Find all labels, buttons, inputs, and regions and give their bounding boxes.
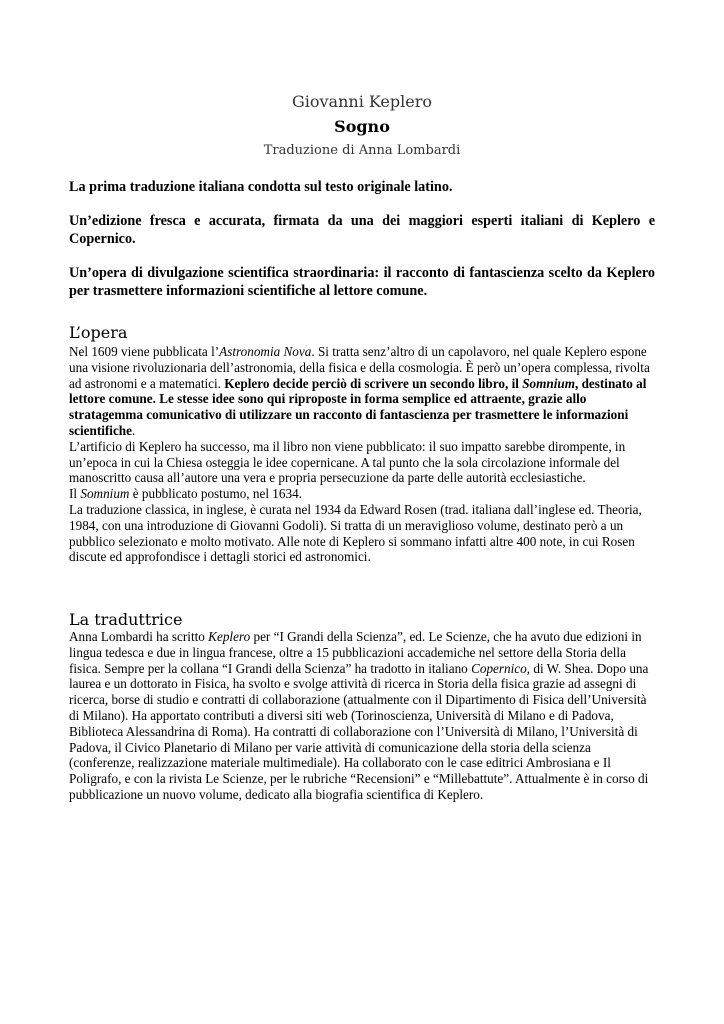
text-run: per “I Grandi della Scienza”, ed. Le Scienze, che ha avuto due edizioni in lingua tedesca e due in lingua francese, oltre a 15 pubblicazioni accademiche nel settore della Storia della fisica. Sempre per la collana “I Grandi della Scienza” ha tradotto in italiano [69,629,642,676]
book-title: Sogno [334,117,390,136]
paragraph: L’artificio di Keplero ha successo, ma il libro non viene pubblicato: il suo impatto sarebbe dirompente, in un’epoca in cui la Chiesa osteggia le idee copernicane. A tal punto che la sola circolazione informale del manoscritto causa all’autore una vera e propria persecuzione da parte delle autorità ecclesiastiche. [69,438,626,486]
document-header [0,90,724,162]
italic-title: Keplero [208,629,251,644]
highlights-block [69,178,655,316]
highlight-item: Un’opera di divulgazione scientifica straordinaria: il racconto di fantascienza scelto da Keplero per trasmettere informazioni scientifiche al lettore comune. [69,265,655,299]
text-run: Il [69,486,81,502]
bold-run: , destinato al lettore comune. Le stesse idee sono qui riproposte in forma semplice ed attraente, grazie allo stratagemma comunicativo di utilizzare un racconto di fantascienza per trasmettere le informazioni scientifiche [69,375,647,438]
highlight-item: Un’edizione fresca e accurata, firmata da una dei maggiori esperti italiani di Keplero e Copernico. [69,213,655,247]
highlight-item: La prima traduzione italiana condotta sul testo originale latino. [69,179,453,195]
italic-title: Astronomia Nova [219,344,312,359]
text-run: Anna Lombardi ha scritto [69,629,209,644]
bold-italic-title: Somnium [522,375,575,391]
section-body-traduttrice [69,629,659,803]
text-run: è pubblicato postumo, nel 1634. [129,486,302,502]
bold-run: Keplero decide perciò di scrivere un secondo libro, il [224,375,523,391]
text-run: . Si tratta senz’altro di un capolavoro, nel quale Keplero espone una visione rivoluzionaria dell’astronomia, della fisica e della cosmologia. È però un’opera complessa, rivolta ad astronomi e a matematici. [69,344,650,391]
author-name: Giovanni Keplero [291,92,433,111]
paragraph [69,344,659,439]
section-body-opera [69,344,659,565]
section-heading-opera: L’opera [69,323,128,342]
section-heading-traduttrice: La traduttrice [69,610,183,629]
text-run: Nel 1609 viene pubblicata l’ [69,344,220,359]
paragraph [69,486,659,502]
paragraph: La traduzione classica, in inglese, è curata nel 1934 da Edward Rosen (trad. italiana dall’inglese ed. Theoria, 1984, con una introduzione di Giovanni Godoli). Si tratta di un meraviglioso volume, destinato però a un pubblico selezionato e molto motivato. Alle note di Keplero si sommano infatti altre 400 note, in cui Rosen discute ed approfondisce i dettagli storici ed astronomici. [69,501,642,565]
text-run: . [132,422,136,438]
text-run: , di W. Shea. Dopo una laurea e un dottorato in Fisica, ha svolto e svolge attività di ricerca in Storia della fisica grazie ad assegni di ricerca, borse di studio e contratti di collaborazione (attualmente con il Dipartimento di Fisica dell’Università di Milano). Ha apportato contributi a diversi siti web (Torinoscienza, Università di Milano e di Padova, Biblioteca Alessandrina di Roma). Ha contratti di collaborazione con l’Università di Milano, l’Università di Padova, il Civico Planetario di Milano per varie attività di comunicazione della storia della scienza (conferenze, realizzazione materiale multimediale). Ha collaborato con le case editrici Ambrosiana e Il Poligrafo, e con la rivista Le Scienze, per le rubriche “Recensioni” e “Millebattute”. Attualmente è in corso di pubblicazione un nuovo volume, dedicato alla biografia scientifica di Keplero. [69,660,649,802]
italic-title: Somnium [80,486,130,502]
translator-line: Traduzione di Anna Lombardi [263,143,461,158]
paragraph [69,629,659,803]
italic-title: Copernico [471,660,527,676]
